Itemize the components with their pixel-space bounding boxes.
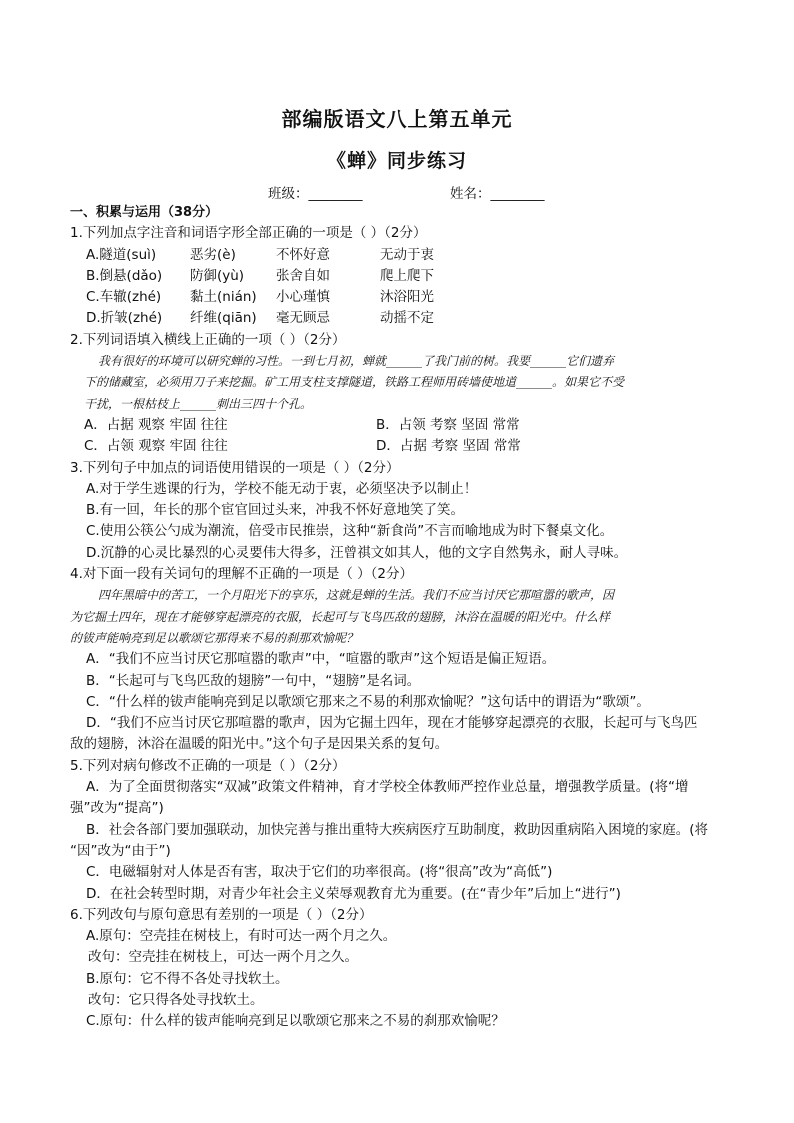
option-cell: B.倒悬(dǎo) [86, 267, 163, 284]
option-cell: 防御(yù) [190, 267, 245, 284]
question-2-options-row [70, 436, 728, 457]
question-6-a-original: A.原句：空壳挂在树枝上，有时可达一两个月之久。 [86, 928, 397, 945]
question-5-option-b-cont: “因”改为“由于”) [70, 842, 171, 859]
question-1-option-b [70, 266, 728, 287]
option-cell: 不怀好意 [276, 246, 330, 263]
question-4-passage-line: 四年黑暗中的苦工，一个月阳光下的享乐，这就是蝉的生活。我们不应当讨厌它那喧嚣的歌声，因 [98, 588, 615, 603]
question-5-option-b: B．社会各部门要加强联动，加快完善与推出重特大疾病医疗互助制度，救助因重病陷入困境的家庭。(将 [86, 821, 709, 838]
question-3-option-b: B.有一回，年长的那个宦官回过头来，冲我不怀好意地笑了笑。 [86, 502, 465, 519]
question-6-a-revised: 改句：空壳挂在树枝上，可达一两个月之久。 [88, 949, 358, 966]
question-6-b-revised: 改句：它只得各处寻找软土。 [88, 991, 264, 1008]
question-2-passage-line: 下的储藏室，必须用刀子来挖掘。矿工用支柱支撑隧道，铁路工程师用砖墙使地道______。如果它不受 [84, 375, 625, 390]
option-b: B．占领 考察 坚固 常常 [376, 416, 520, 433]
question-6-b-original: B.原句：它不得不各处寻找软土。 [86, 970, 289, 987]
document-subtitle: 《蝉》同步练习 [326, 150, 467, 172]
question-6-stem: 6.下列改句与原句意思有差别的一项是（ ）（2分） [70, 906, 373, 923]
option-cell: 毫无顾忌 [276, 310, 330, 327]
question-5-stem: 5.下列对病句修改不正确的一项是（ ）（2分） [70, 757, 346, 774]
question-1-option-a [70, 245, 728, 266]
option-cell: 小心瑾慎 [276, 289, 330, 306]
question-2-passage-line: 我有很好的环境可以研究蝉的习性。一到七月初，蝉就______了我门前的树。我要______它们遗弃 [98, 354, 615, 369]
question-1-option-d [70, 308, 728, 329]
name-field-label: 姓名：________ [450, 186, 545, 202]
class-field-label: 班级：________ [268, 186, 363, 202]
question-4-option-d-cont: 敌的翅膀，沐浴在温暖的阳光中。”这个句子是因果关系的复句。 [70, 736, 449, 753]
question-5-option-a-cont: 强”改为“提高”) [70, 800, 164, 817]
section-heading: 一、积累与运用（38分） [70, 205, 219, 220]
option-cell: 张舍自如 [276, 267, 330, 284]
option-d: D．占据 考察 坚固 常常 [376, 438, 521, 455]
option-cell: 爬上爬下 [380, 267, 434, 284]
question-4-option-c: C．“什么样的钹声能响亮到足以歌颂它那来之不易的利那欢愉呢？”这句话中的谓语为“歌颂”。 [86, 693, 650, 710]
option-cell: D.折皱(zhé) [86, 310, 163, 327]
document-title: 部编版语文八上第五单元 [281, 107, 513, 131]
question-3-stem: 3.下列句子中加点的词语使用错误的一项是（ ）（2分） [70, 459, 400, 476]
option-cell: 动摇不定 [380, 310, 434, 327]
option-cell: 恶劣(è) [190, 246, 236, 263]
option-cell: A.隧道(suì) [86, 246, 157, 263]
question-4-option-a: A．“我们不应当讨厌它那喧嚣的歌声”中，“喧嚣的歌声”这个短语是偏正短语。 [86, 651, 556, 668]
question-3-option-c: C.使用公筷公勺成为潮流，倍受市民推崇，这种“新食尚”不言而喻地成为时下餐桌文化。 [86, 523, 614, 540]
option-c: C．占领 观察 牢固 往往 [84, 438, 228, 455]
question-2-options-row [70, 415, 728, 436]
question-5-option-a: A．为了全面贯彻落实“双减”政策文件精神，育才学校全体教师严控作业总量，增强教学质量。(将“增 [86, 779, 689, 796]
question-6-c-original: C.原句：什么样的钹声能响亮到足以歌颂它那来之不易的刹那欢愉呢？ [86, 1013, 505, 1030]
question-4-option-b: B．“长起可与飞鸟匹敌的翅膀”一句中，“翅膀”是名词。 [86, 672, 421, 689]
question-4-passage-line: 为它掘土四年，现在才能够穿起漂亮的衣服，长起可与飞鸟匹敌的翅膀，沐浴在温暖的阳光中。什么样 [70, 609, 611, 624]
option-cell: 无动于衷 [380, 246, 434, 263]
question-5-option-d: D．在社会转型时期，对青少年社会主义荣辱观教育尤为重要。(在“青少年”后加上“进行”) [86, 885, 621, 902]
option-cell: 沐浴阳光 [380, 289, 434, 306]
question-1-stem: 1.下列加点字注音和词语字形全部正确的一项是（ ）（2分） [70, 225, 427, 242]
question-5-option-c: C．电磁辐射对人体是否有害，取决于它们的功率很高。(将“很高”改为“高低”) [86, 864, 553, 881]
question-4-passage-line: 的钹声能响亮到足以歌颂它那得来不易的刹那欢愉呢？ [70, 630, 359, 645]
question-3-option-d: D.沉静的心灵比暴烈的心灵要伟大得多，汪曾祺文如其人，他的文字自然隽永，耐人寻味。 [86, 544, 628, 561]
option-cell: 纤维(qiān) [190, 310, 257, 327]
question-2-stem: 2.下列词语填入横线上正确的一项（ ）（2分） [70, 331, 346, 348]
option-cell: 黏土(nián) [190, 289, 257, 306]
option-cell: C.车辙(zhé) [86, 289, 162, 306]
question-3-option-a: A.对于学生逃课的行为，学校不能无动于衷，必须坚决予以制止！ [86, 480, 478, 497]
question-1-option-c [70, 287, 728, 308]
question-4-stem: 4.对下面一段有关词句的理解不正确的一项是（ ）（2分） [70, 566, 414, 583]
option-a: A．占据 观察 牢固 往往 [84, 416, 228, 433]
questions-content [70, 202, 728, 1033]
question-2-passage-line: 干扰，一根枯枝上______刺出三四十个孔。 [84, 396, 313, 411]
question-4-option-d: D．“我们不应当讨厌它那喧嚣的歌声，因为它掘土四年，现在才能够穿起漂亮的衣服，长起可与飞鸟匹 [86, 715, 698, 732]
